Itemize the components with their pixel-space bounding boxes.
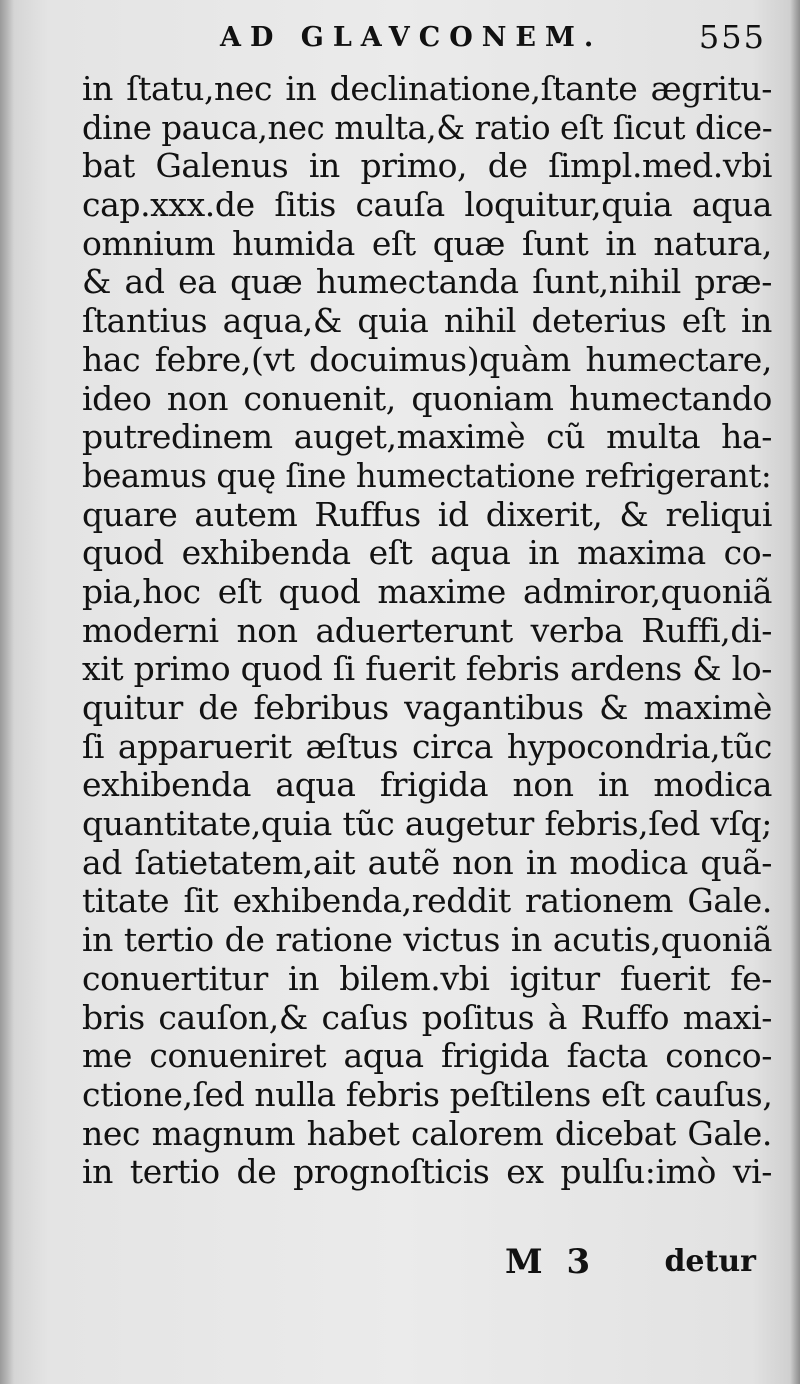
text-line: me conueniret aqua frigida facta conco- bbox=[82, 1036, 772, 1076]
text-line: titate ſit exhibenda,reddit rationem Gale. bbox=[82, 881, 772, 921]
running-title: AD GLAVCONEM. bbox=[220, 22, 603, 53]
text-line: quod exhibenda eſt aqua in maxima co- bbox=[82, 533, 772, 573]
text-line: & ad ea quæ humectanda ſunt,nihil præ- bbox=[82, 262, 772, 302]
text-line: in tertio de prognoſticis ex pulſu:imò vi- bbox=[82, 1152, 772, 1192]
text-line: hac febre,(vt docuimus)quàm humectare, bbox=[82, 339, 772, 379]
body-text bbox=[82, 70, 772, 1192]
text-line: ad ſatietatem,ait autẽ non in modica quã- bbox=[82, 842, 772, 882]
text-line: ideo non conuenit, quoniam humectando bbox=[82, 378, 772, 418]
text-line: nec magnum habet calorem dicebat Gale. bbox=[82, 1113, 772, 1153]
text-line: bat Galenus in primo, de ſimpl.med.vbi bbox=[82, 146, 772, 186]
page-shadow-right bbox=[790, 0, 800, 1384]
text-line: dine pauca,nec multa,& ratio eſt ſicut dice- bbox=[82, 107, 773, 147]
text-line: cap.xxx.de ſitis cauſa loquitur,quia aqua bbox=[82, 185, 772, 225]
text-line: exhibenda aqua frigida non in modica bbox=[82, 765, 772, 805]
page-shadow-left bbox=[0, 0, 14, 1384]
text-line: beamus quę ſine humectatione refrigerant: bbox=[82, 455, 772, 495]
text-line: putredinem auget,maximè cũ multa ha- bbox=[82, 417, 772, 457]
text-line: in tertio de ratione victus in acutis,quoniã bbox=[82, 920, 772, 960]
signature-mark: M 3 bbox=[505, 1242, 597, 1282]
text-line: xit primo quod ſi fuerit febris ardens & lo- bbox=[82, 649, 772, 689]
text-line: quare autem Ruffus id dixerit, & reliqui bbox=[82, 494, 772, 534]
catchword: detur bbox=[664, 1244, 756, 1279]
page-header bbox=[0, 14, 800, 64]
text-line: in ſtatu,nec in declinatione,ſtante ægritu- bbox=[82, 69, 772, 108]
page-number: 555 bbox=[698, 18, 766, 56]
text-line: conuertitur in bilem.vbi igitur fuerit fe- bbox=[82, 958, 772, 998]
text-line: omnium humida eſt quæ ſunt in natura, bbox=[82, 223, 772, 263]
text-line: pia,hoc eſt quod maxime admiror,quoniã bbox=[82, 571, 772, 611]
text-line: bris cauſon,& caſus poſitus à Ruffo maxi- bbox=[82, 997, 772, 1037]
text-line: moderni non aduerterunt verba Ruffi,di- bbox=[82, 610, 772, 650]
text-line: quantitate,quia tũc augetur febris,ſed vſq; bbox=[82, 804, 772, 844]
text-line: ſi apparuerit æſtus circa hypocondria,tũc bbox=[82, 726, 772, 766]
text-line: ſtantius aqua,& quia nihil deterius eſt in bbox=[82, 301, 772, 341]
text-line: ctione,ſed nulla febris peſtilens eſt cauſus, bbox=[82, 1074, 773, 1114]
page-footer bbox=[0, 1242, 800, 1292]
text-line: quitur de febribus vagantibus & maximè bbox=[82, 688, 772, 728]
